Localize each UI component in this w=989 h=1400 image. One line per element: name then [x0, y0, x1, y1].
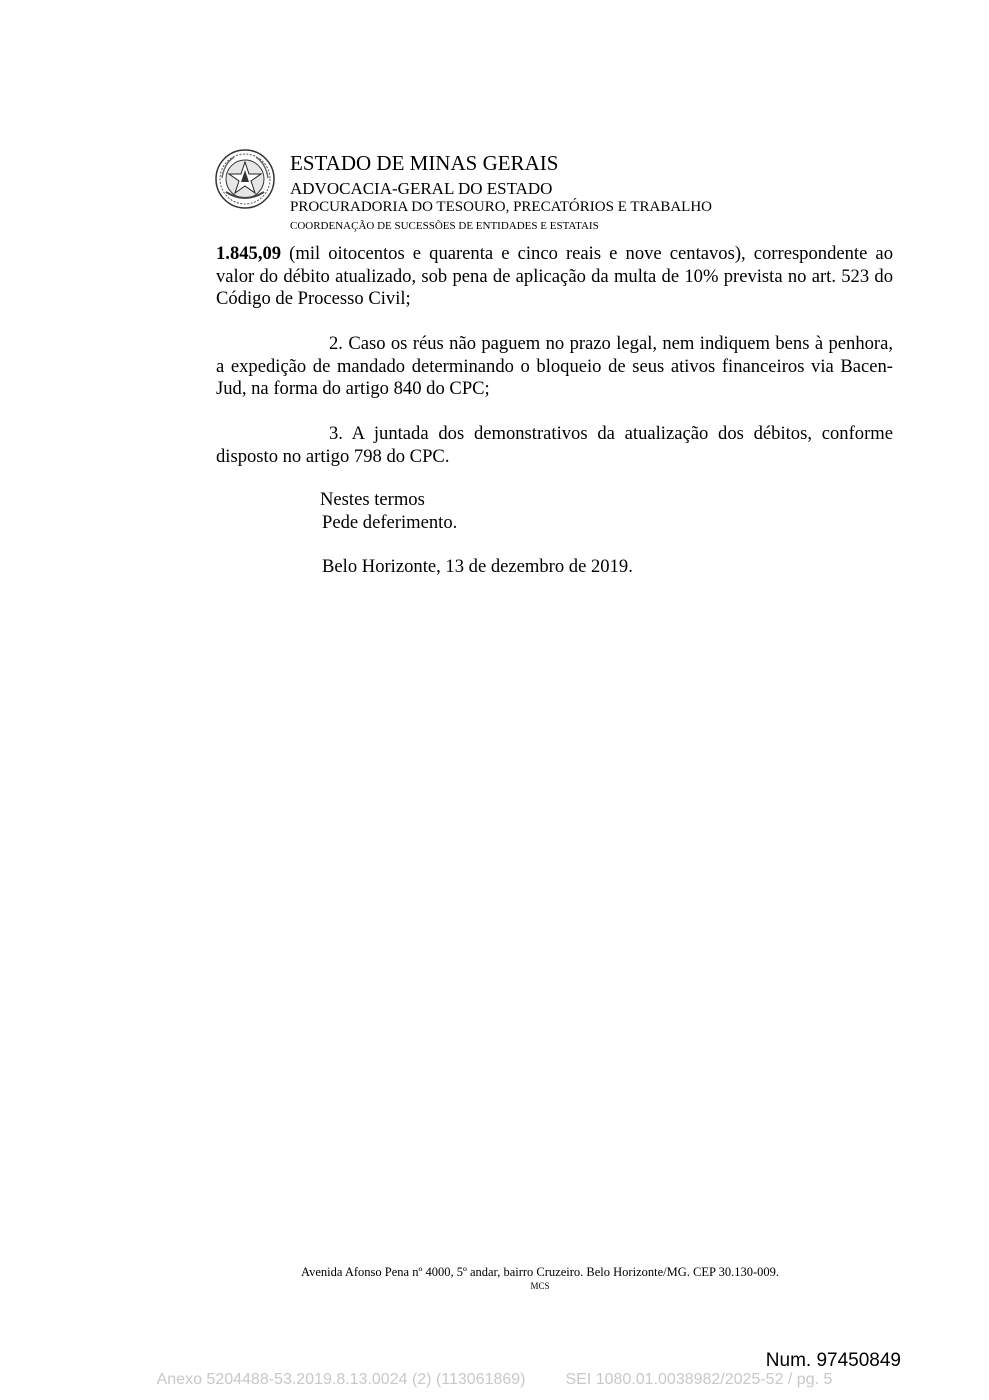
header-coordination: COORDENAÇÃO DE SUCESSÕES DE ENTIDADES E ESTATAIS	[290, 220, 599, 232]
sei-reference: SEI 1080.01.0038982/2025-52 / pg. 5	[565, 1371, 833, 1388]
coat-of-arms-seal-icon	[214, 148, 276, 210]
paragraph-item-3: 3. A juntada dos demonstrativos da atualização dos débitos, conforme disposto no artigo 798 do CPC.	[216, 423, 893, 467]
footer-initials: MCS	[530, 1281, 550, 1291]
document-number: Num. 97450849	[765, 1350, 901, 1371]
header-state: ESTADO DE MINAS GERAIS	[290, 151, 559, 175]
annex-stamp	[0, 1371, 989, 1389]
debt-amount: 1.845,09	[216, 243, 282, 264]
date-line: Belo Horizonte, 13 de dezembro de 2019.	[322, 556, 633, 577]
header-agency: ADVOCACIA-GERAL DO ESTADO	[290, 179, 553, 198]
closing-line: Nestes termos	[320, 489, 425, 510]
footer-address: Avenida Afonso Pena nº 4000, 5º andar, bairro Cruzeiro. Belo Horizonte/MG. CEP 30.130-009.	[301, 1265, 779, 1279]
request-line: Pede deferimento.	[322, 512, 458, 533]
paragraph-amount	[216, 243, 893, 311]
paragraph-item-2: 2. Caso os réus não paguem no prazo legal, nem indiquem bens à penhora, a expedição de mandado determinando o bloqueio de seus ativos financeiros via Bacen-Jud, na forma do artigo 840 do CPC;	[216, 333, 893, 399]
annex-reference: Anexo 5204488-53.2019.8.13.0024 (2) (113061869)	[156, 1371, 526, 1388]
paragraph-amount-text: (mil oitocentos e quarenta e cinco reais e nove centavos), correspondente ao valor do débito atualizado, sob pena de aplicação da multa de 10% prevista no art. 523 do Código de Processo Civil;	[216, 243, 893, 309]
header-office: PROCURADORIA DO TESOURO, PRECATÓRIOS E TRABALHO	[290, 199, 712, 215]
